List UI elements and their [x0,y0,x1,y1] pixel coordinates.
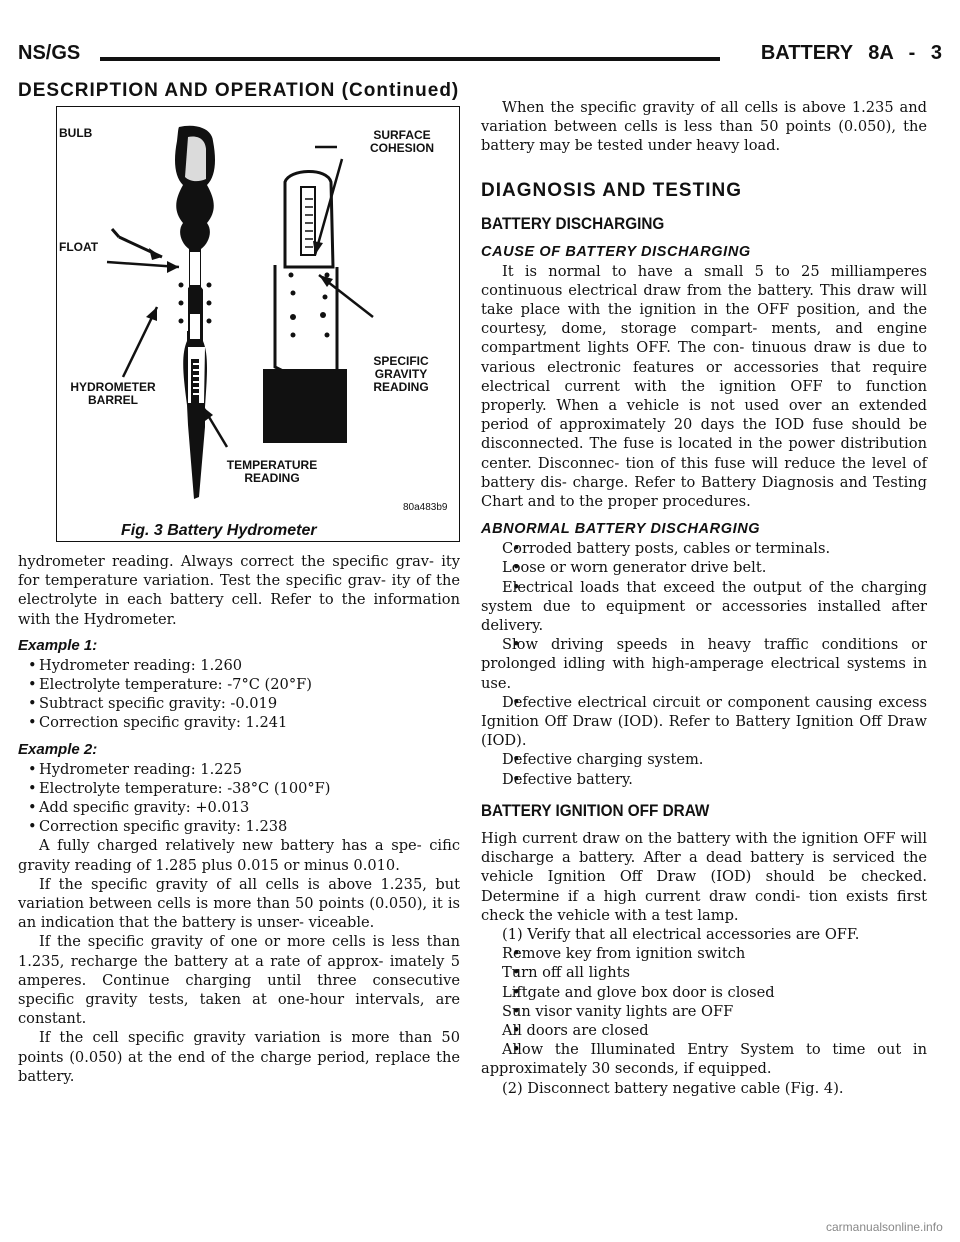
list-item: • Hydrometer reading: 1.260 [18,656,460,675]
heading-cause: CAUSE OF BATTERY DISCHARGING [481,243,751,260]
example-1-title: Example 1: [18,636,98,654]
left-p3: If the specific gravity of all cells is above 1.235, but variation between cells is more than 50 points (0.050), it is an indication that the battery is unser- viceable. [18,875,460,932]
right-p1: When the specific gravity of all cells is above 1.235 and variation between cells is less than 50 points (0.050), the battery may be tested under heavy load. [481,99,927,155]
list-item: • Loose or worn generator drive belt. [481,558,927,577]
step-1: (1) Verify that all electrical accessories are OFF. [502,925,860,943]
list-item: • Defective charging system. [481,750,927,769]
cause-paragraph: It is normal to have a small 5 to 25 milliamperes continuous electrical draw from the battery. This draw will take place with the ignition in the OFF position, and the courtesy, dome, storage compart- ments, and engine compartment lights OFF. The con- tinuous draw is due to various electronic features or accessories that require electrical current with the ignition OFF to function properly. When a vehicle is not used over an extended period of approximately 20 days the IOD fuse should be disconnected. The fuse is located in the power distribution center. Disconnec- tion of this fuse will reduce the level of battery dis- charge. Refer to Battery Diagnosis and Testing Chart and to the proper procedures. [481,262,927,511]
left-p2: A fully charged relatively new battery has a spe- cific gravity reading of 1.285 plus 0.015 or minus 0.010. [18,837,460,874]
header-right: BATTERY 8A - 3 [760,42,942,64]
page-header [18,42,942,76]
list-item: • Electrolyte temperature: -7°C (20°F) [18,675,460,694]
label-float: FLOAT [59,240,99,254]
header-rule [100,57,720,61]
figure-caption: Fig. 3 Battery Hydrometer [121,522,317,539]
label-specific-gravity-reading: SPECIFIC GRAVITY READING [373,354,429,394]
header-left: NS/GS [18,42,81,64]
iod-paragraph: High current draw on the battery with the ignition OFF will discharge a battery. After a dead battery is serviced the vehicle Ignition Off Draw (IOD) should be checked. Determine if a high current draw condi- tion exists first check the vehicle with a test lamp. [481,829,927,924]
example-1-list [18,656,460,733]
left-p4: If the specific gravity of one or more cells is less than 1.235, recharge the battery at a rate of approx- imately 5 amperes. Continue charging until three consecutive specific gravity tests, taken at one-hour intervals, are constant. [18,933,460,1028]
heading-battery-discharging: BATTERY DISCHARGING [481,213,665,233]
example-2-title: Example 2: [18,740,98,758]
list-item: • Defective battery. [481,770,927,789]
label-surface-cohesion: SURFACE COHESION [369,128,434,155]
list-item: • Correction specific gravity: 1.238 [18,817,460,836]
list-item: • Corroded battery posts, cables or terminals. [481,539,927,558]
list-item: • Add specific gravity: +0.013 [18,798,460,817]
example-2-list [18,760,460,837]
list-item: • Liftgate and glove box door is closed [481,983,927,1002]
list-item: • Turn off all lights [481,963,927,982]
label-hydrometer-barrel: HYDROMETER BARREL [70,380,156,407]
section-title: DESCRIPTION AND OPERATION (Continued) [18,80,460,101]
heading-iod: BATTERY IGNITION OFF DRAW [481,800,710,820]
figure-code: 80a483b9 [403,502,448,513]
watermark: carmanualsonline.info [826,1220,943,1234]
list-item: • Remove key from ignition switch [481,944,927,963]
list-item: • All doors are closed [481,1021,927,1040]
heading-diagnosis: DIAGNOSIS AND TESTING [481,179,742,201]
step-1-list [481,944,927,1078]
label-bulb: BULB [59,126,93,140]
abnormal-list [481,539,927,789]
label-temperature-reading: TEMPERATURE READING [226,458,318,485]
right-column [481,98,927,1098]
list-item: • Hydrometer reading: 1.225 [18,760,460,779]
list-item: • Subtract specific gravity: -0.019 [18,694,460,713]
list-item: • Electrolyte temperature: -38°C (100°F) [18,779,460,798]
hydrometer-figure [56,106,460,542]
step-2: (2) Disconnect battery negative cable (Fig. 4). [502,1079,844,1097]
list-item: • Electrical loads that exceed the output of the charging system due to equipment or accessories installed after delivery. [481,578,927,636]
list-item: • Defective electrical circuit or component causing excess Ignition Off Draw (IOD). Refer to Battery Ignition Off Draw (IOD). [481,693,927,751]
left-column [18,552,460,1086]
list-item: • Allow the Illuminated Entry System to time out in approximately 30 seconds, if equipped. [481,1040,927,1078]
left-p1: hydrometer reading. Always correct the specific grav- ity for temperature variation. Test the specific grav- ity of the electrolyte in each battery cell. Refer to the information with the Hydrometer. [18,553,460,628]
list-item: • Slow driving speeds in heavy traffic conditions or prolonged idling with high-amperage electrical systems in use. [481,635,927,693]
list-item: • Correction specific gravity: 1.241 [18,713,460,732]
left-p5: If the cell specific gravity variation is more than 50 points (0.050) at the end of the charge period, replace the battery. [18,1029,460,1085]
list-item: • Sun visor vanity lights are OFF [481,1002,927,1021]
heading-abnormal: ABNORMAL BATTERY DISCHARGING [481,521,761,538]
